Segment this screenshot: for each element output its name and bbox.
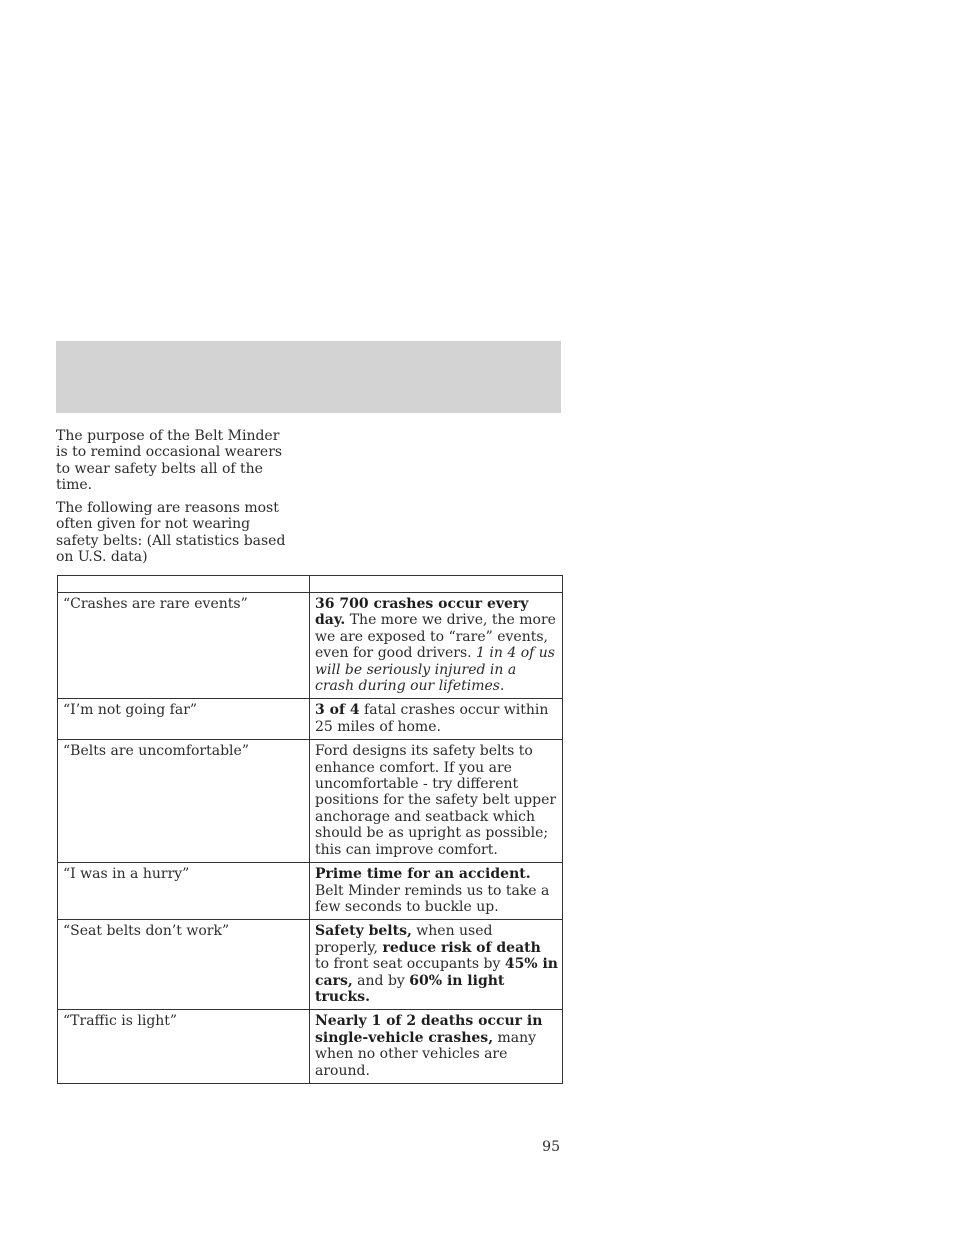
reason-cell: “Crashes are rare events”: [58, 593, 310, 699]
fact-cell: [310, 920, 563, 1010]
page-number: 95: [542, 1139, 560, 1155]
intro-paragraph-2: The following are reasons most often given for not wearing safety belts: (All statistics based on U.S. data): [56, 500, 286, 566]
fact-text: to front seat occupants by: [315, 956, 505, 973]
fact-emphasis: 36 700 crashes occur every day.: [315, 596, 529, 629]
reason-cell: “Belts are uncomfortable”: [58, 740, 310, 863]
reasons-table: [57, 575, 563, 1084]
fact-emphasis: Nearly 1 of 2 deaths occur in single-vehicle crashes,: [315, 1013, 543, 1046]
header-cell-fact: [310, 576, 563, 593]
fact-cell: [310, 863, 563, 920]
table-row: [58, 863, 563, 920]
table-row: [58, 699, 563, 740]
fact-emphasis: 3 of 4: [315, 702, 360, 719]
fact-text: The more we drive, the more we are exposed to “rare” events, even for good drivers.: [315, 612, 556, 662]
fact-text: .: [499, 678, 505, 695]
table-row: [58, 1010, 563, 1084]
fact-text: many when no other vehicles are around.: [315, 1029, 537, 1079]
fact-emphasis: Prime time for an accident.: [315, 866, 531, 883]
fact-cell: [310, 740, 563, 863]
fact-emphasis: 60% in light trucks.: [315, 972, 505, 1005]
fact-text: Ford designs its safety belts to enhance comfort. If you are uncomfortable - try different positions for the safety belt upper anchorage and seatback which should be as upright as possible; this can improve comfort.: [315, 743, 557, 858]
fact-italic: 1 in 4 of us will be seriously injured in a crash during our lifetimes: [315, 645, 555, 695]
table-row: [58, 740, 563, 863]
section-header-band: [56, 341, 561, 413]
fact-text: Belt Minder reminds us to take a few seconds to buckle up.: [315, 882, 550, 915]
reason-cell: “I was in a hurry”: [58, 863, 310, 920]
table-row: [58, 593, 563, 699]
fact-text: and by: [352, 972, 410, 989]
fact-emphasis: 45% in cars,: [315, 956, 558, 989]
reason-cell: “Traffic is light”: [58, 1010, 310, 1084]
intro-text: [56, 428, 291, 572]
fact-text: fatal crashes occur within 25 miles of home.: [315, 702, 549, 735]
fact-emphasis: Safety belts,: [315, 923, 412, 940]
fact-emphasis: reduce risk of death: [382, 939, 541, 956]
reason-cell: “Seat belts don’t work”: [58, 920, 310, 1010]
fact-cell: [310, 699, 563, 740]
header-cell-reason: [58, 576, 310, 593]
reason-cell: “I’m not going far”: [58, 699, 310, 740]
fact-cell: [310, 1010, 563, 1084]
fact-cell: [310, 593, 563, 699]
intro-paragraph-1: The purpose of the Belt Minder is to remind occasional wearers to wear safety belts all of the time.: [56, 428, 283, 493]
table-header-row: [58, 576, 563, 593]
fact-text: when used properly,: [315, 923, 493, 956]
table-row: [58, 920, 563, 1010]
